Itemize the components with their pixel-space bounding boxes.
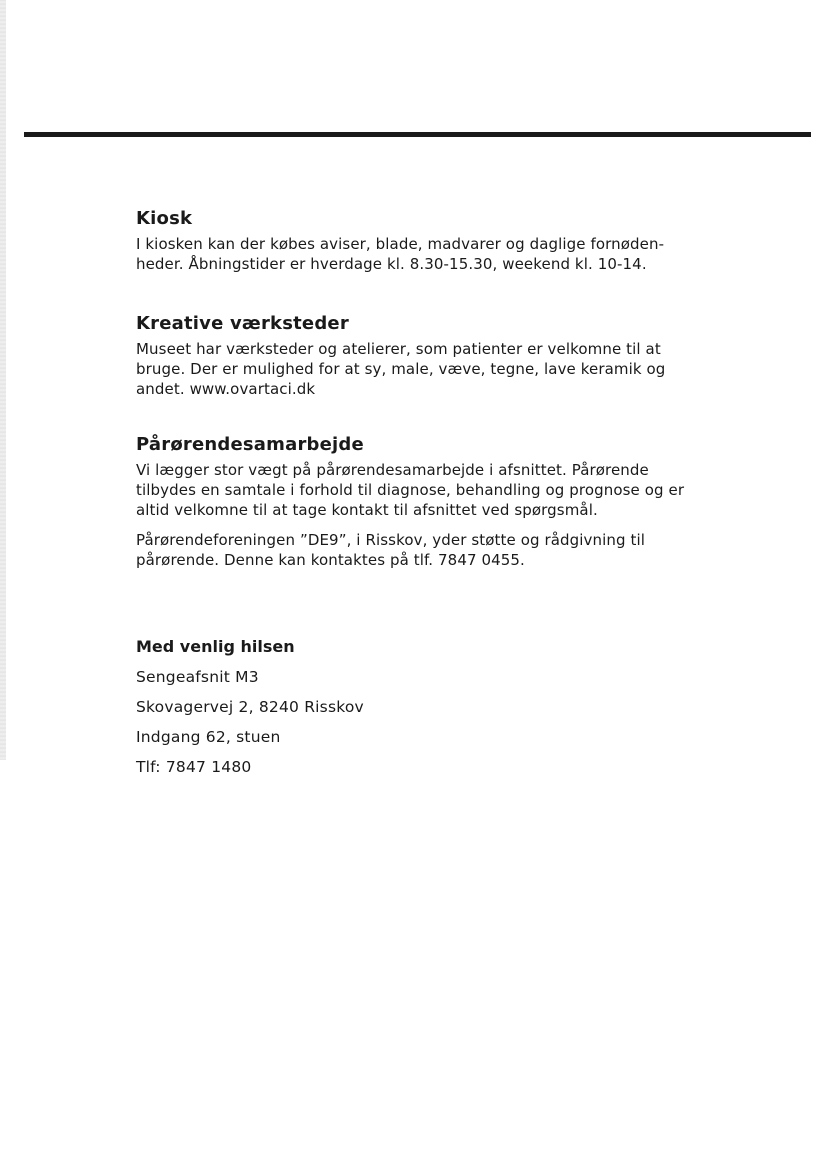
section-kiosk bbox=[136, 208, 706, 274]
scan-edge-artifact bbox=[0, 0, 6, 760]
signature-entrance: Indgang 62, stuen bbox=[136, 728, 281, 746]
section-paaroerendesamarbejde bbox=[136, 434, 706, 570]
kreative-paragraph: Museet har værksteder og atelierer, som patienter er velkomne til at bruge. Der er mulighed for at sy, male, væve, tegne, lave keramik og andet. www.ovartaci.dk bbox=[136, 340, 666, 398]
kiosk-heading: Kiosk bbox=[136, 208, 193, 229]
signature-unit: Sengeafsnit M3 bbox=[136, 668, 259, 686]
signature-phone: Tlf: 7847 1480 bbox=[136, 758, 252, 776]
horizontal-rule bbox=[24, 132, 811, 137]
paaroerende-paragraph-1: Vi lægger stor vægt på pårørendesamarbejde i afsnittet. Pårørende tilbydes en samtale i forhold til diagnose, behandling og prognose og er altid velkomne til at tage kontakt til afsnittet ved spørgsmål. bbox=[136, 461, 685, 519]
signature-address: Skovagervej 2, 8240 Risskov bbox=[136, 698, 364, 716]
section-kreative-vaerksteder bbox=[136, 313, 706, 399]
signature-block bbox=[136, 637, 536, 787]
paaroerende-paragraph-2: Pårørendeforeningen ”DE9”, i Risskov, yder støtte og rådgivning til pårørende. Denne kan kontaktes på tlf. 7847 0455. bbox=[136, 531, 646, 569]
kiosk-paragraph: I kiosken kan der købes aviser, blade, madvarer og daglige fornøden-heder. Åbningstider er hverdage kl. 8.30-15.30, weekend kl. 10-14. bbox=[136, 235, 665, 273]
kreative-heading: Kreative værksteder bbox=[136, 313, 349, 334]
paaroerende-heading: Pårørendesamarbejde bbox=[136, 434, 364, 455]
signature-greeting: Med venlig hilsen bbox=[136, 637, 295, 656]
